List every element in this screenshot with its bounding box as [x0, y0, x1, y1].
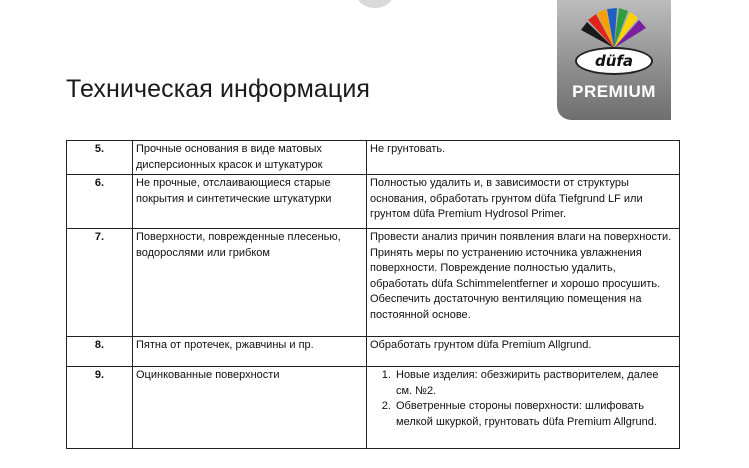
decorative-circle — [356, 0, 394, 8]
row-number: 8. — [67, 337, 133, 367]
table-row — [67, 337, 680, 367]
brand-logo — [557, 0, 671, 120]
substrate-cell: Поверхности, поврежденные плесенью, водорослями или грибком — [133, 229, 367, 337]
table-row — [67, 367, 680, 449]
treatment-list — [370, 368, 676, 430]
treatment-cell: Не грунтовать. — [367, 141, 680, 175]
list-item: 2. Обветренные стороны поверхности: шлифовать мелкой шкуркой, грунтовать düfa Premium Allgrund. — [394, 399, 676, 430]
row-number: 7. — [67, 229, 133, 337]
row-number: 9. — [67, 367, 133, 449]
table-row — [67, 141, 680, 175]
premium-label: PREMIUM — [572, 82, 656, 101]
treatment-cell — [367, 367, 680, 449]
info-table — [66, 140, 680, 449]
treatment-cell: Полностью удалить и, в зависимости от структуры основания, обработать грунтом düfa Tiefgrund LF или грунтом düfa Premium Hydrosol Primer. — [367, 175, 680, 229]
list-item: 1. Новые изделия: обезжирить растворителем, далее см. №2. — [394, 368, 676, 399]
color-fan-icon — [579, 8, 649, 48]
table-row — [67, 229, 680, 337]
row-number: 5. — [67, 141, 133, 175]
substrate-cell: Оцинкованные поверхности — [133, 367, 367, 449]
treatment-cell: Провести анализ причин появления влаги на поверхности. Принять меры по устранению источника увлажнения поверхности. Повреждение полностью удалить, обработать düfa Schimmelentferner и хорошо просушить. Обеспечить достаточную вентиляцию помещения на постоянной основе. — [367, 229, 680, 337]
substrate-cell: Не прочные, отслаивающиеся старые покрытия и синтетические штукатурки — [133, 175, 367, 229]
substrate-cell: Пятна от протечек, ржавчины и пр. — [133, 337, 367, 367]
treatment-cell: Обработать грунтом düfa Premium Allgrund. — [367, 337, 680, 367]
substrate-cell: Прочные основания в виде матовых дисперсионных красок и штукатурок — [133, 141, 367, 175]
logo-text: düfa — [594, 52, 634, 70]
logo-oval — [575, 47, 653, 75]
row-number: 6. — [67, 175, 133, 229]
table-row — [67, 175, 680, 229]
page-title: Техническая информация — [66, 75, 371, 103]
